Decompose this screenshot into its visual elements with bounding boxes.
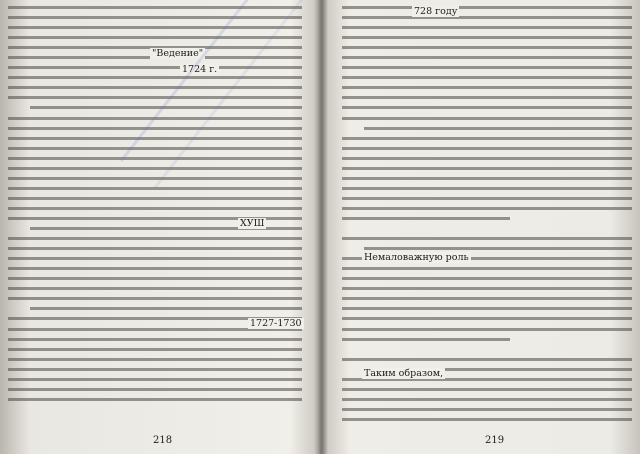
left-page-phrase: "Ведение" xyxy=(152,48,204,59)
text-line xyxy=(342,338,510,341)
text-line xyxy=(342,16,632,19)
text-line xyxy=(342,106,632,109)
text-line xyxy=(342,86,632,89)
text-line xyxy=(342,36,632,39)
text-line xyxy=(8,257,302,260)
text-line xyxy=(8,358,302,361)
text-line xyxy=(342,6,632,9)
text-line xyxy=(342,56,632,59)
text-line xyxy=(342,76,632,79)
right-page xyxy=(320,0,640,454)
text-line xyxy=(342,217,510,220)
left-page-phrase: ХУШ xyxy=(240,218,265,229)
text-line xyxy=(342,277,632,280)
right-page-phrase: 728 году xyxy=(414,6,458,17)
text-line xyxy=(342,66,632,69)
text-line xyxy=(8,86,302,89)
left-page-phrase: 1724 г. xyxy=(182,64,218,75)
text-line xyxy=(342,418,632,421)
text-line xyxy=(342,147,632,150)
text-line xyxy=(342,317,632,320)
text-line xyxy=(342,307,632,310)
text-line xyxy=(342,117,632,120)
text-line xyxy=(8,237,302,240)
text-line xyxy=(342,187,632,190)
text-line xyxy=(342,137,632,140)
right-page-phrase: Таким образом, xyxy=(364,368,444,379)
page-number: 218 xyxy=(150,435,175,446)
text-line xyxy=(342,267,632,270)
text-line xyxy=(342,388,632,391)
text-line xyxy=(342,26,632,29)
text-line xyxy=(8,207,302,210)
text-line xyxy=(8,297,302,300)
book-spine xyxy=(314,0,328,454)
text-line xyxy=(342,157,632,160)
text-line xyxy=(8,287,302,290)
text-line xyxy=(342,177,632,180)
text-line xyxy=(342,358,632,361)
left-page-text-block xyxy=(8,6,302,408)
left-page-phrase: 1727-1730 xyxy=(250,318,302,329)
text-line xyxy=(8,277,302,280)
right-page-phrase: Немаловажную роль xyxy=(364,252,469,263)
text-line xyxy=(342,398,632,401)
text-line xyxy=(8,378,302,381)
text-line xyxy=(342,207,632,210)
paragraph-gap xyxy=(342,227,632,237)
text-line xyxy=(342,46,632,49)
text-line xyxy=(342,197,632,200)
text-line xyxy=(8,66,302,69)
text-line xyxy=(8,76,302,79)
page-number: 219 xyxy=(482,435,507,446)
text-line xyxy=(8,338,302,341)
text-line xyxy=(342,297,632,300)
text-line xyxy=(8,368,302,371)
text-line xyxy=(342,408,632,411)
text-line xyxy=(8,348,302,351)
text-line xyxy=(364,247,632,250)
text-line xyxy=(342,96,632,99)
text-line xyxy=(342,167,632,170)
text-line xyxy=(8,267,302,270)
paragraph-gap xyxy=(342,348,632,358)
right-page-text-block xyxy=(342,6,632,428)
text-line xyxy=(8,388,302,391)
text-line xyxy=(30,307,302,310)
text-line xyxy=(342,287,632,290)
text-line xyxy=(342,328,632,331)
text-line xyxy=(8,247,302,250)
text-line xyxy=(8,197,302,200)
text-line xyxy=(364,127,632,130)
text-line xyxy=(8,96,302,99)
text-line xyxy=(8,398,302,401)
text-line xyxy=(342,237,632,240)
